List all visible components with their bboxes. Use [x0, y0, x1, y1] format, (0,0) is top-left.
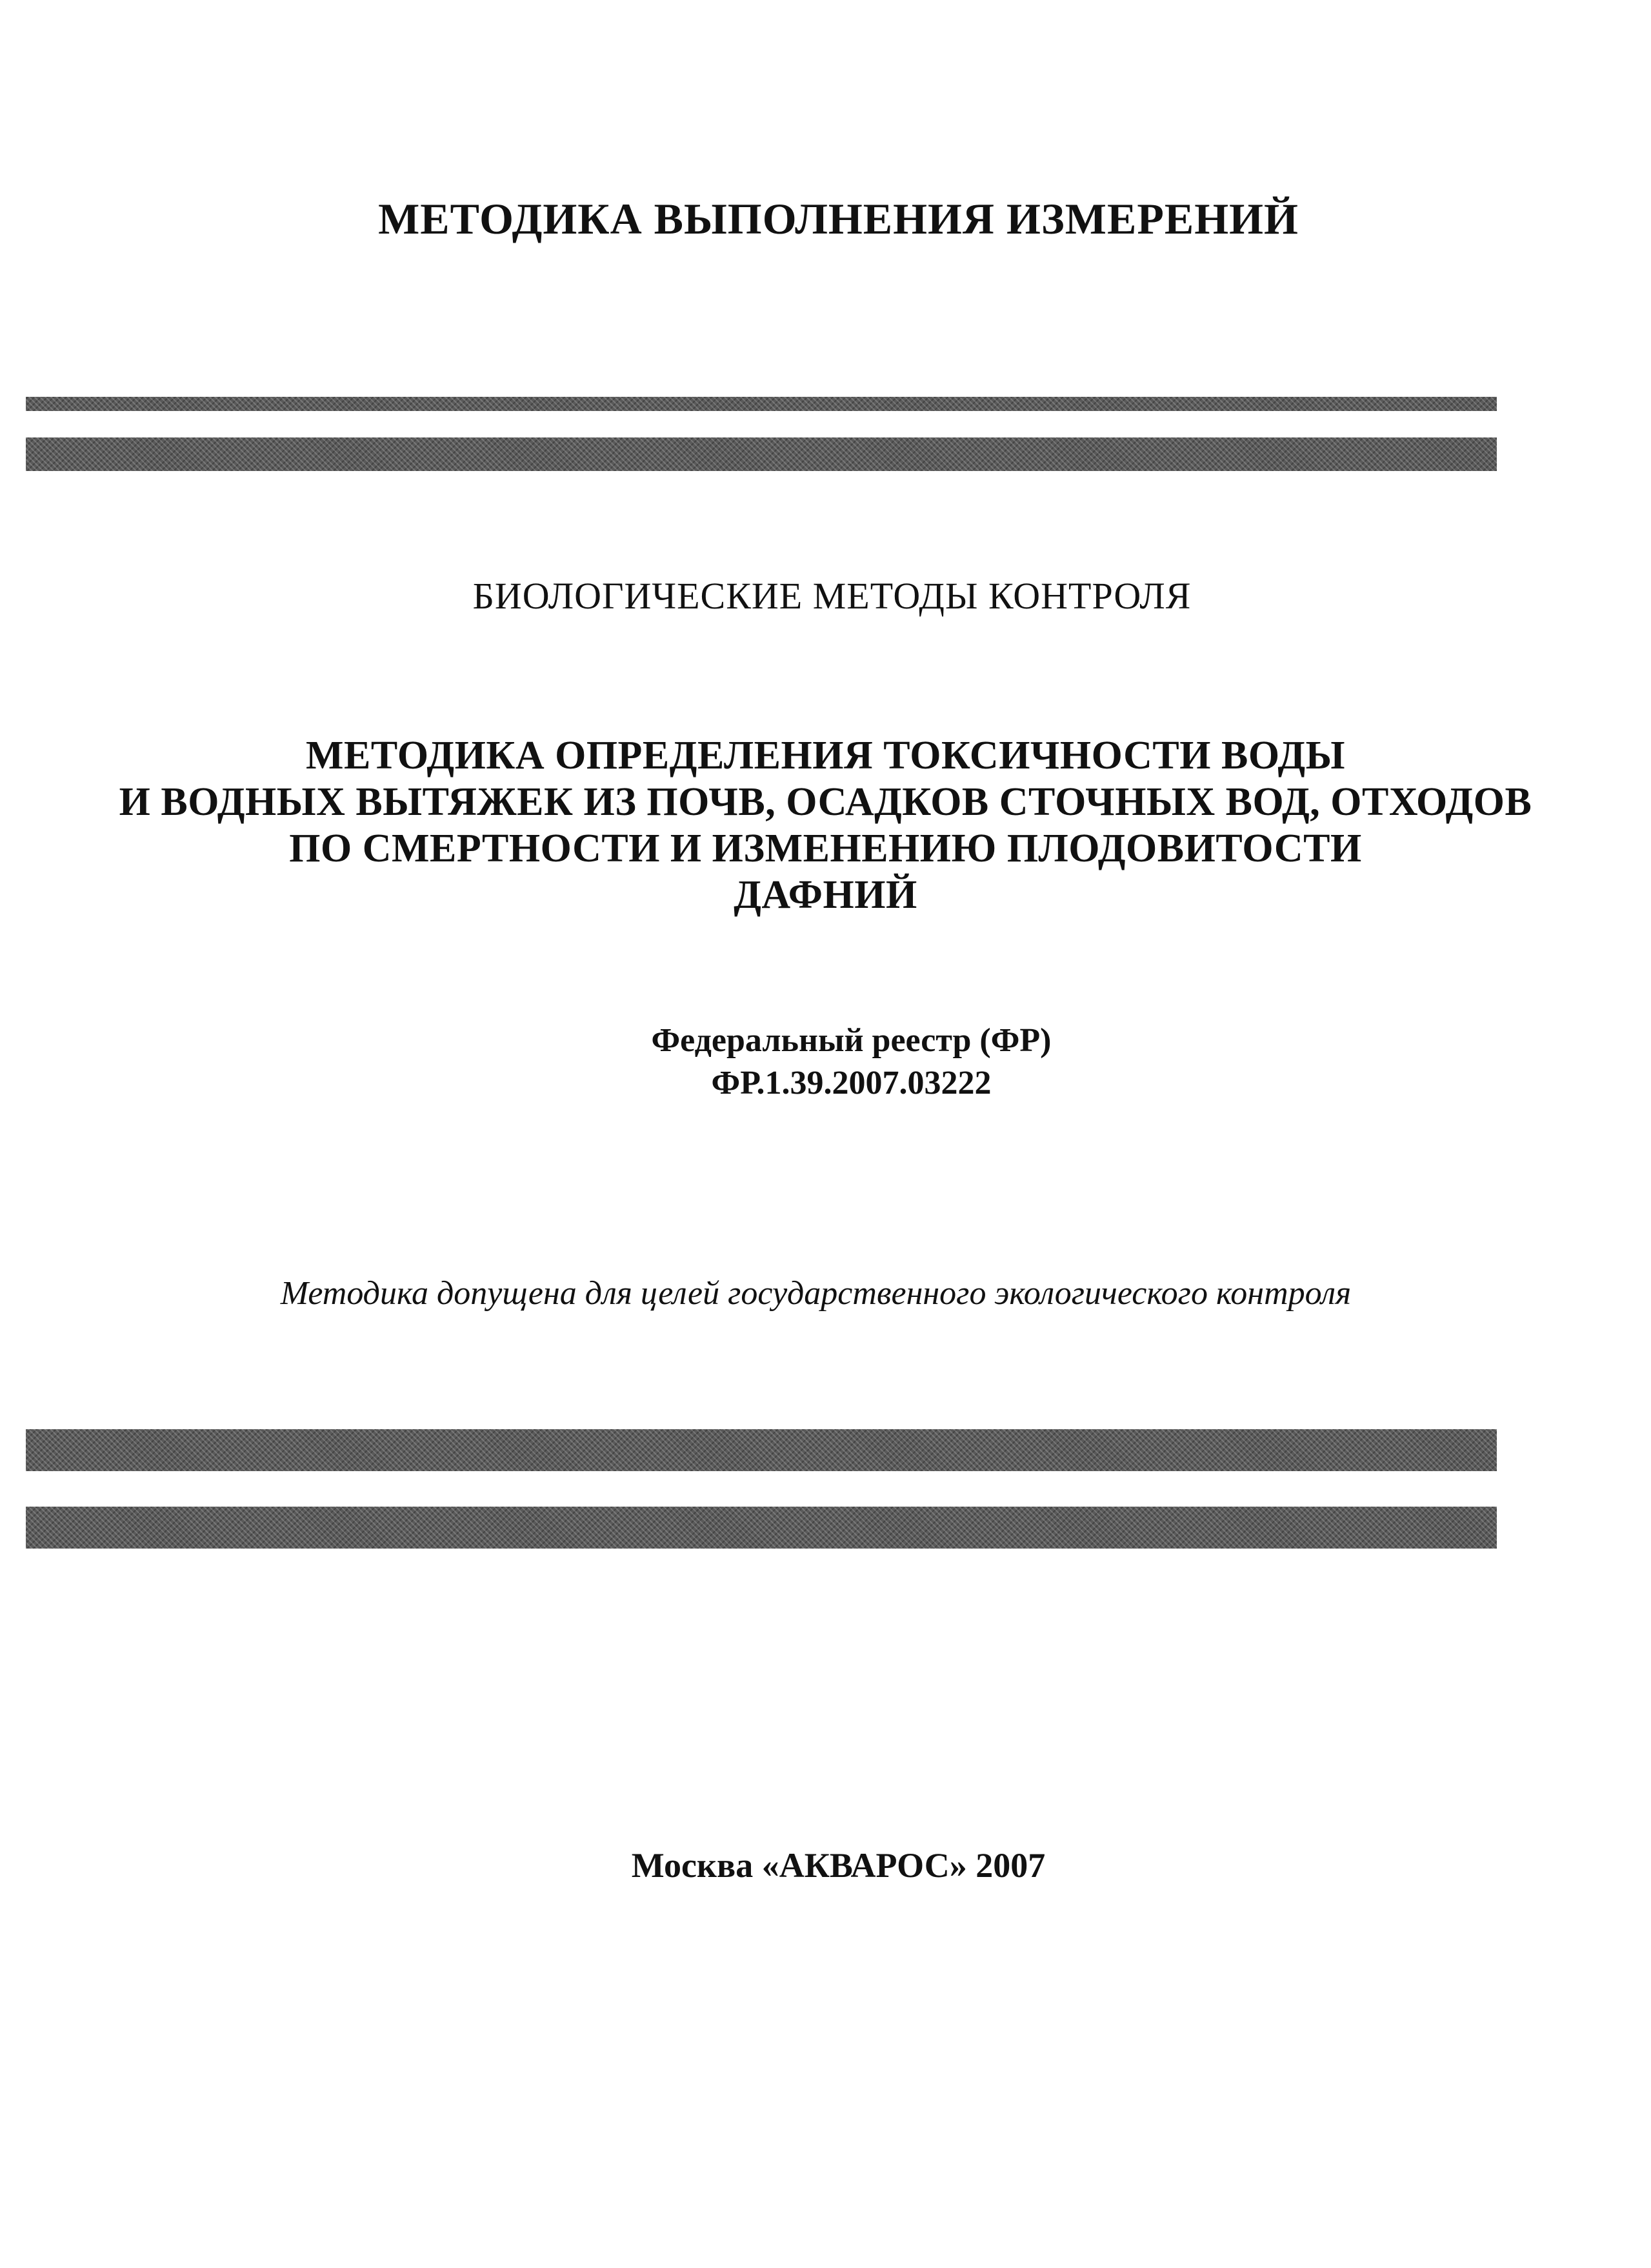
main-title-line-3: ПО СМЕРТНОСТИ И ИЗМЕНЕНИЮ ПЛОДОВИТОСТИ — [289, 827, 1362, 870]
main-title-line-1: МЕТОДИКА ОПРЕДЕЛЕНИЯ ТОКСИЧНОСТИ ВОДЫ — [305, 734, 1346, 778]
publisher-line: Москва «АКВАРОС» 2007 — [631, 1846, 1046, 1885]
bottom-divider-upper — [26, 1429, 1497, 1471]
registry-number: ФР.1.39.2007.03222 — [711, 1065, 992, 1101]
series-title: БИОЛОГИЧЕСКИЕ МЕТОДЫ КОНТРОЛЯ — [472, 575, 1192, 617]
top-divider-thick — [26, 437, 1497, 471]
top-divider-thin — [26, 397, 1497, 411]
main-title — [0, 732, 1651, 918]
main-title-line-4: ДАФНИЙ — [734, 873, 917, 917]
registry-label: Федеральный реестр (ФР) — [651, 1022, 1052, 1059]
header-title: МЕТОДИКА ВЫПОЛНЕНИЯ ИЗМЕРЕНИЙ — [378, 194, 1299, 243]
main-title-line-2: И ВОДНЫХ ВЫТЯЖЕК ИЗ ПОЧВ, ОСАДКОВ СТОЧНЫХ ВОД, ОТХОДОВ — [119, 780, 1532, 824]
registry-block — [26, 1019, 1651, 1105]
approval-note: Методика допущена для целей государственного экологического контроля — [280, 1275, 1352, 1312]
bottom-divider-lower — [26, 1507, 1497, 1549]
